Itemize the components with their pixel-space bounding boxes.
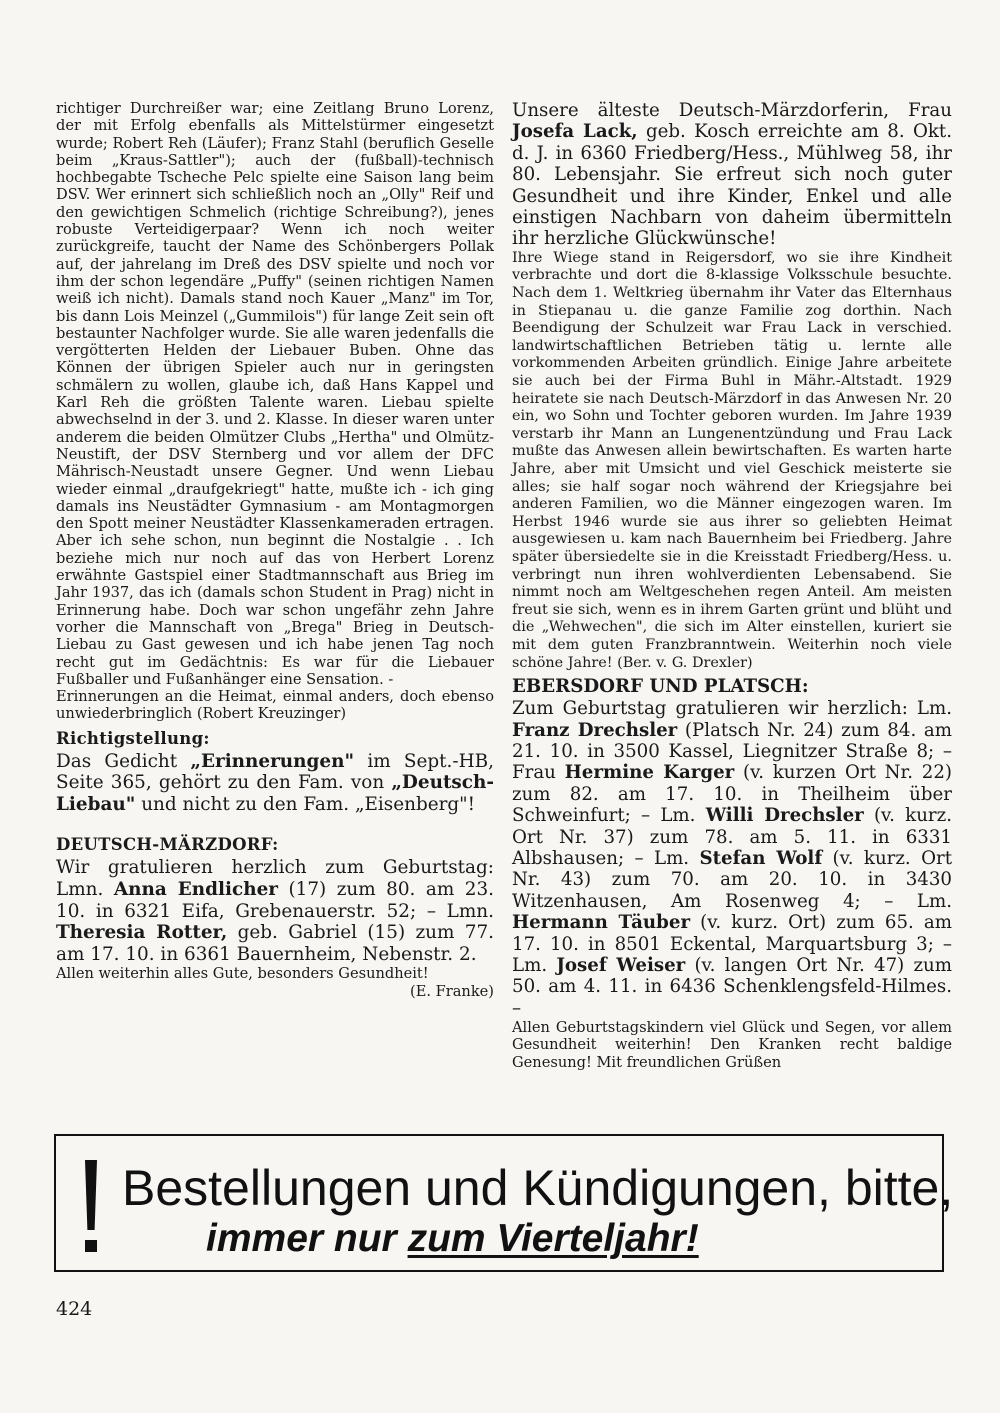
wishes-line: Allen weiterhin alles Gute, besonders Gesundheit! bbox=[56, 965, 429, 983]
notice-line-2: immer nur zum Vierteljahr! bbox=[206, 1217, 699, 1260]
subscription-notice-box bbox=[54, 1134, 954, 1272]
football-memories-article: richtiger Durchreißer war; eine Zeitlang Bruno Lorenz, der mit Erfolg ebenfalls als Mittelstürmer eingesetzt wurde; Robert Reh (Läufer); Franz Stahl (beruflich Geselle beim „Kraus-Sattler"); auch der (fußball)-technisch hochbegabte Tscheche Pelc spielte eine Saison lang beim DSV. Wer erinnert sich schließlich noch an „Olly" Reif und den gewichtigen Schmelich (richtige Schreibung?), jenes robuste Verteidigerpaar? Wenn ich noch weiter zurückgreife, taucht der Name des Schönbergers Pollak auf, der jahrelang im Dreß des DSV spielte und noch vor ihm der schon legendäre „Puffy" (seinen richtigen Namen weiß ich nicht). Damals stand noch Kauer „Manz" im Tor, bis dann Lois Meinzel („Gummilois") für lange Zeit sein oft bestaunter Nachfolger wurde. Sie alle waren jedenfalls die vergötterten Helden der Liebauer Buben. Ohne das Können der übrigen Spieler auch nur in geringsten schmälern zu wollen, glaube ich, daß Hans Kappel und Karl Reh die größten Talente waren. Liebau spielte abwechselnd in der 3. und 2. Klasse. In dieser waren unter anderem die beiden Olmützer Clubs „Hertha" und Olmütz-Neustift, der DSV Sternberg und vor allem der DFC Mährisch-Neustadt unsere Gegner. Und wenn Liebau wieder einmal „draufgekriegt" hatte, mußte ich - ich ging damals ins Neustädter Gymnasium - am Montagmorgen den Spott meiner Neustädter Klassenkameraden ertragen. Aber ich sehe schon, nun beginnt die Nostalgie . . Ich beziehe mich nur noch auf das von Herbert Lorenz erwähnte Gastspiel einer Stadtmannschaft aus Brieg im Jahr 1937, das ich (damals schon Student in Prag) nicht in Erinnerung habe. Doch war schon ungefähr zehn Jahre vorher die Mannschaft von „Brega" Brieg in Deutsch-Liebau zu Gast gewesen und ich habe jenen Tag noch recht gut im Gedächtnis: Es war für die Liebauer Fußballer und Fußanhänger eine Sensation. - bbox=[56, 100, 494, 688]
correction-heading: Richtigstellung: bbox=[56, 728, 210, 748]
birthday-greetings-deutsch-maerzdorf: Wir gratulieren herzlich zum Geburtstag: Lmn. Anna Endlicher (17) zum 80. am 23. 10. in 6321 Eifa, Grebenauerstr. 52; – Lmn. Theresia Rotter, geb. Gabriel (15) zum 77. am 17. 10. in 6361 Bauernheim, Nebenstr. 2. bbox=[56, 857, 495, 965]
author-signature: (E. Franke) bbox=[410, 982, 494, 1000]
closing-wishes: Allen Geburtstagskindern viel Glück und Segen, vor allem Gesundheit weiterhin! Den Kranken recht baldige Genesung! Mit freundlichen Grüßen bbox=[512, 1019, 952, 1071]
exclamation-icon bbox=[80, 1160, 102, 1256]
left-column bbox=[56, 100, 494, 1000]
notice-line-1: Bestellungen und Kündigungen, bitte, bbox=[122, 1160, 954, 1216]
birthday-feature-intro: Unsere älteste Deutsch-Märzdorferin, Frau Josefa Lack, geb. Kosch erreichte am 8. Okt. d. J. in 6360 Friedberg/Hess., Mühlweg 58, ihr 80. Lebensjahr. Sie erfreut sich noch guter Gesundheit und ihre Kinder, Enkel und alle einstigen Nachbarn von daheim übermitteln ihr herzliche Glückwünsche! bbox=[512, 100, 952, 250]
birthday-greetings-ebersdorf-platsch: Zum Geburtstag gratulieren wir herzlich: Lm. Franz Drechsler (Platsch Nr. 24) zum 84. am 21. 10. in 3500 Kassel, Liegnitzer Straße 8; – Frau Hermine Karger (v. kurzen Ort Nr. 22) zum 82. am 17. 10. in Theilheim über Schweinfurt; – Lm. Willi Drechsler (v. kurz. Ort Nr. 37) zum 78. am 5. 11. in 6331 Albshausen; – Lm. Stefan Wolf (v. kurz. Ort Nr. 43) zum 70. am 20. 10. in 3430 Witzenhausen, Am Rosenweg 4; – Lm. Hermann Täuber (v. kurz. Ort) zum 65. am 17. 10. in 8501 Eckental, Marquartsburg 3; – Lm. Josef Weiser (v. langen Ort Nr. 47) zum 50. am 4. 11. in 6436 Schenklengsfeld-Hilmes. – bbox=[512, 698, 953, 1019]
birthday-feature-biography: Ihre Wiege stand in Reigersdorf, wo sie ihre Kindheit verbrachte und dort die 8-klassige Volksschule besuchte. Nach dem 1. Weltkrieg übernahm ihr Vater das Elternhaus in Stiepanau u. die ganze Familie zog dorthin. Nach Beendigung der Schulzeit war Frau Lack in verschied. landwirtschaftlichen Betrieben tätig u. lernte alle vorkommenden Arbeiten gründlich. Einige Jahre arbeitete sie auch bei der Firma Buhl in Mähr.-Altstadt. 1929 heiratete sie nach Deutsch-Märzdorf in das Anwesen Nr. 20 ein, wo Sohn und Tochter geboren wurden. Im Jahre 1939 verstarb ihr Mann an Lungenentzündung und Frau Lack mußte das Anwesen allein bewirtschaften. Es warten harte Jahre, aber mit Umsicht und viel Geschick meisterte sie alles; sie half sogar noch während der Kriegsjahre bei anderen Familien, wo die Männer eingezogen waren. Im Herbst 1946 wurde sie aus ihrer so geliebten Heimat ausgewiesen u. kam nach Bauernheim bei Friedberg. Jahre später übersiedelte sie in die Kreisstadt Friedberg/Hess. u. verbringt nun ihren wohlverdienten Lebensabend. Sie nimmt noch am Weltgeschehen regen Anteil. Am meisten freut sie sich, wenn es in ihrem Garten grünt und blüht und die „Wehwechen", die sich im Alter einstellen, kuriert sie mit dem guten Franzbranntwein. Weiterhin noch viele schöne Jahre! (Ber. v. G. Drexler) bbox=[512, 249, 952, 671]
page-number: 424 bbox=[56, 1298, 93, 1320]
section-heading-deutsch-maerzdorf: DEUTSCH-MÄRZDORF: bbox=[56, 835, 279, 855]
right-column bbox=[512, 100, 952, 1071]
correction-notice: Das Gedicht „Erinnerungen" im Sept.-HB, Seite 365, gehört zu den Fam. von „Deutsch-Liebau" und nicht zu den Fam. „Eisenberg"! bbox=[56, 750, 494, 815]
section-heading-ebersdorf-platsch: EBERSDORF UND PLATSCH: bbox=[512, 676, 809, 698]
article-closing-line: Erinnerungen an die Heimat, einmal anders, doch ebenso unwiederbringlich (Robert Kreuzinger) bbox=[56, 688, 494, 723]
